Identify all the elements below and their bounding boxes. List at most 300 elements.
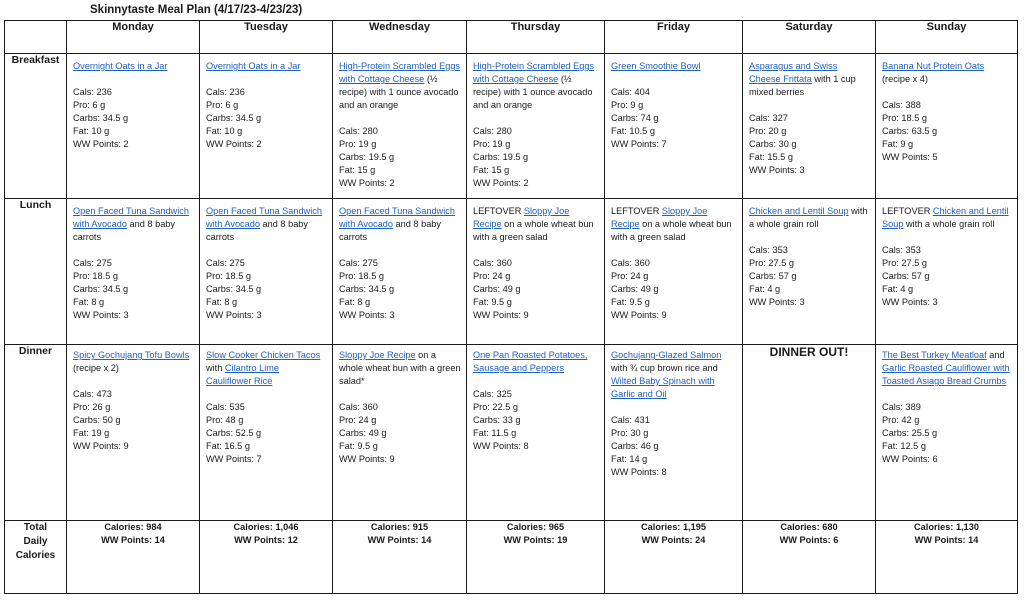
nutrition-cals <box>206 401 327 414</box>
nutrition-value: 34.5 g <box>235 113 262 123</box>
total-value: 6 <box>833 535 839 545</box>
dinner-cell-friday <box>605 345 743 521</box>
description-text: (½ recipe) with 1 ounce avocado and an orange <box>339 74 459 110</box>
nutrition-fat <box>882 283 1012 296</box>
lunch-cell-sunday <box>876 199 1018 345</box>
dinner-cell-sunday <box>876 345 1018 521</box>
nutrition-ww <box>339 177 461 190</box>
total-cell-saturday <box>743 521 876 594</box>
recipe-link[interactable]: Chicken and Lentil Soup <box>882 206 1009 229</box>
nutrition-label: Cals: <box>73 87 94 97</box>
nutrition-value: 3 <box>123 310 129 320</box>
total-value: 984 <box>146 522 162 532</box>
nutrition-label: Carbs: <box>473 284 501 294</box>
nutrition-fat <box>611 125 737 138</box>
nutrition-ww <box>611 309 737 322</box>
meal-description <box>882 205 1012 231</box>
nutrition-ww <box>73 440 194 453</box>
nutrition-label: WW Points: <box>882 152 930 162</box>
nutrition-label: Fat: <box>206 297 222 307</box>
nutrition-ww <box>611 466 737 479</box>
nutrition-info <box>749 112 870 177</box>
nutrition-label: WW Points: <box>339 178 387 188</box>
lunch-cell-friday <box>605 199 743 345</box>
total-label-line: Total <box>23 522 48 533</box>
nutrition-label: WW Points: <box>339 310 387 320</box>
nutrition-value: 327 <box>772 113 788 123</box>
nutrition-info <box>473 257 599 322</box>
breakfast-cell-thursday <box>467 54 605 199</box>
meal-description <box>611 60 737 73</box>
recipe-link[interactable]: The Best Turkey Meatloaf <box>882 350 987 360</box>
nutrition-label: Cals: <box>339 126 360 136</box>
nutrition-pro <box>882 112 1012 125</box>
nutrition-value: 388 <box>905 100 921 110</box>
nutrition-value: 11.5 g <box>491 428 517 438</box>
lunch-cell-tuesday <box>200 199 333 345</box>
nutrition-value: 5 <box>932 152 938 162</box>
nutrition-pro <box>339 414 461 427</box>
nutrition-label: Pro: <box>749 258 766 268</box>
nutrition-value: 360 <box>362 402 378 412</box>
total-value: 14 <box>968 535 979 545</box>
description-text: (recipe x 2) <box>73 363 119 373</box>
total-cell-wednesday <box>333 521 467 594</box>
nutrition-carbs <box>339 151 461 164</box>
total-label: WW Points: <box>641 535 693 545</box>
nutrition-label: Pro: <box>73 402 90 412</box>
description-text: with <box>206 363 225 373</box>
recipe-link[interactable]: Open Faced Tuna Sandwich with Avocado <box>339 206 455 229</box>
nutrition-cals <box>73 388 194 401</box>
nutrition-value: 49 g <box>640 284 659 294</box>
nutrition-info <box>206 401 327 466</box>
nutrition-info <box>339 401 461 466</box>
nutrition-value: 18.5 g <box>225 271 251 281</box>
nutrition-value: 10 g <box>224 126 243 136</box>
nutrition-label: Carbs: <box>749 139 777 149</box>
recipe-link[interactable]: Wilted Baby Spinach with Garlic and Oil <box>611 376 715 399</box>
nutrition-value: 9 g <box>900 139 914 149</box>
nutrition-pro <box>73 270 194 283</box>
nutrition-fat <box>339 440 461 453</box>
nutrition-value: 34.5 g <box>102 284 129 294</box>
total-ww <box>876 534 1017 547</box>
nutrition-label: WW Points: <box>73 441 121 451</box>
nutrition-info <box>882 244 1012 309</box>
nutrition-label: Carbs: <box>206 284 234 294</box>
nutrition-label: Pro: <box>882 258 899 268</box>
nutrition-carbs <box>73 414 194 427</box>
nutrition-value: 9 <box>661 310 667 320</box>
nutrition-label: Pro: <box>206 100 223 110</box>
nutrition-cals <box>749 244 870 257</box>
nutrition-value: 431 <box>634 415 650 425</box>
nutrition-label: Pro: <box>882 415 899 425</box>
nutrition-value: 50 g <box>102 415 121 425</box>
nutrition-value: 74 g <box>640 113 659 123</box>
total-value: 965 <box>548 522 565 532</box>
description-text: with 1 cup mixed berries <box>749 74 856 97</box>
nutrition-label: Carbs: <box>882 271 910 281</box>
totals-row <box>5 521 1018 594</box>
nutrition-value: 275 <box>96 258 112 268</box>
nutrition-label: Cals: <box>611 87 632 97</box>
recipe-link[interactable]: Gochujang-Glazed Salmon <box>611 350 722 360</box>
nutrition-pro <box>882 414 1012 427</box>
nutrition-pro <box>749 257 870 270</box>
nutrition-label: Carbs: <box>339 284 367 294</box>
nutrition-cals <box>473 125 599 138</box>
total-ww <box>200 534 332 547</box>
recipe-link[interactable]: Overnight Oats in a Jar <box>73 61 168 71</box>
nutrition-label: Fat: <box>882 441 898 451</box>
nutrition-ww <box>882 151 1012 164</box>
nutrition-value: 8 <box>661 467 667 477</box>
nutrition-info <box>206 86 327 151</box>
nutrition-value: 6 g <box>92 100 106 110</box>
breakfast-cell-wednesday <box>333 54 467 199</box>
nutrition-pro <box>611 99 737 112</box>
nutrition-carbs <box>473 283 599 296</box>
nutrition-value: 63.5 g <box>911 126 938 136</box>
breakfast-cell-monday <box>67 54 200 199</box>
nutrition-value: 30 g <box>630 428 649 438</box>
total-cell-thursday <box>467 521 605 594</box>
nutrition-label: WW Points: <box>473 310 521 320</box>
nutrition-value: 6 <box>932 454 938 464</box>
nutrition-pro <box>473 138 599 151</box>
nutrition-value: 19 g <box>91 428 110 438</box>
nutrition-value: 389 <box>905 402 921 412</box>
nutrition-label: WW Points: <box>206 139 254 149</box>
nutrition-label: Carbs: <box>749 271 777 281</box>
header-row <box>5 21 1018 54</box>
nutrition-label: Carbs: <box>473 152 501 162</box>
recipe-link[interactable]: Open Faced Tuna Sandwich with Avocado <box>206 206 322 229</box>
nutrition-ww <box>339 309 461 322</box>
nutrition-value: 12.5 g <box>900 441 926 451</box>
nutrition-label: Fat: <box>473 297 489 307</box>
nutrition-value: 48 g <box>225 415 244 425</box>
nutrition-info <box>611 86 737 151</box>
total-calories <box>67 521 199 534</box>
nutrition-carbs <box>206 112 327 125</box>
nutrition-value: 42 g <box>901 415 920 425</box>
nutrition-value: 20 g <box>768 126 787 136</box>
meal-description <box>206 205 327 244</box>
lunch-cell-saturday <box>743 199 876 345</box>
nutrition-value: 360 <box>496 258 512 268</box>
nutrition-carbs <box>206 427 327 440</box>
nutrition-carbs <box>749 138 870 151</box>
total-cell-sunday <box>876 521 1018 594</box>
day-header-thursday: Thursday <box>467 21 605 54</box>
lunch-row <box>5 199 1018 345</box>
nutrition-value: 18.5 g <box>92 271 118 281</box>
meal-description <box>611 349 737 401</box>
dinner-cell-thursday <box>467 345 605 521</box>
nutrition-label: WW Points: <box>73 310 121 320</box>
day-header-tuesday: Tuesday <box>200 21 333 54</box>
nutrition-info <box>73 86 194 151</box>
description-text: on a whole wheat bun with a green salad <box>611 219 732 242</box>
total-ww <box>743 534 875 547</box>
nutrition-label: Carbs: <box>206 428 234 438</box>
total-ww <box>467 534 604 547</box>
recipe-link[interactable]: Cilantro Lime Cauliflower Rice <box>206 363 280 386</box>
nutrition-fat <box>473 427 599 440</box>
total-label: Calories: <box>370 522 411 532</box>
nutrition-value: 34.5 g <box>235 284 262 294</box>
nutrition-cals <box>749 112 870 125</box>
nutrition-cals <box>206 257 327 270</box>
recipe-link[interactable]: Sloppy Joe Recipe <box>611 206 708 229</box>
day-header-monday: Monday <box>67 21 200 54</box>
nutrition-label: Pro: <box>473 402 490 412</box>
nutrition-label: Cals: <box>882 100 903 110</box>
nutrition-value: 3 <box>799 297 805 307</box>
nutrition-label: Cals: <box>206 87 227 97</box>
nutrition-label: Fat: <box>749 152 765 162</box>
nutrition-label: Fat: <box>339 165 355 175</box>
nutrition-carbs <box>73 283 194 296</box>
nutrition-label: Carbs: <box>73 284 101 294</box>
nutrition-cals <box>882 244 1012 257</box>
nutrition-label: Cals: <box>473 126 494 136</box>
recipe-link[interactable]: Open Faced Tuna Sandwich with Avocado <box>73 206 189 229</box>
nutrition-cals <box>473 388 599 401</box>
nutrition-ww <box>749 164 870 177</box>
nutrition-info <box>749 244 870 309</box>
total-label: WW Points: <box>914 535 966 545</box>
nutrition-fat <box>339 164 461 177</box>
description-text: and 8 baby carrots <box>73 219 176 242</box>
nutrition-value: 33 g <box>502 415 521 425</box>
nutrition-label: Fat: <box>339 441 355 451</box>
nutrition-label: WW Points: <box>473 441 521 451</box>
total-value: 1,130 <box>955 522 979 532</box>
total-label: Calories: <box>641 522 681 532</box>
nutrition-label: Pro: <box>611 271 628 281</box>
nutrition-pro <box>749 125 870 138</box>
meal-description <box>611 205 737 244</box>
row-label-breakfast: Breakfast <box>5 54 67 199</box>
nutrition-fat <box>73 427 194 440</box>
nutrition-fat <box>611 296 737 309</box>
nutrition-label: Fat: <box>206 126 222 136</box>
nutrition-value: 2 <box>523 178 529 188</box>
nutrition-pro <box>882 257 1012 270</box>
total-ww <box>333 534 466 547</box>
nutrition-ww <box>206 309 327 322</box>
nutrition-value: 9.5 g <box>357 441 378 451</box>
dinner-row <box>5 345 1018 521</box>
nutrition-carbs <box>882 125 1012 138</box>
nutrition-value: 8 g <box>91 297 105 307</box>
nutrition-label: Cals: <box>611 415 632 425</box>
total-calories <box>743 521 875 534</box>
recipe-link[interactable]: Sloppy Joe Recipe <box>473 206 570 229</box>
nutrition-cals <box>611 86 737 99</box>
description-text: (recipe x 4) <box>882 74 928 84</box>
recipe-link[interactable]: One Pan Roasted Potatoes, Sausage and Peppers <box>473 350 588 373</box>
nutrition-label: Cals: <box>473 258 494 268</box>
nutrition-pro <box>611 270 737 283</box>
recipe-link[interactable]: Chicken and Lentil Soup <box>749 206 849 216</box>
nutrition-fat <box>73 125 194 138</box>
total-label: Calories: <box>780 522 820 532</box>
nutrition-value: 236 <box>229 87 245 97</box>
nutrition-value: 8 <box>523 441 529 451</box>
nutrition-cals <box>339 257 461 270</box>
recipe-link[interactable]: Green Smoothie Bowl <box>611 61 701 71</box>
recipe-link[interactable]: Spicy Gochujang Tofu Bowls <box>73 350 190 360</box>
nutrition-value: 10.5 g <box>629 126 655 136</box>
total-label: WW Points: <box>367 535 419 545</box>
nutrition-pro <box>473 401 599 414</box>
recipe-link[interactable]: Banana Nut Protein Oats <box>882 61 985 71</box>
total-value: 19 <box>557 535 568 545</box>
nutrition-info <box>339 257 461 322</box>
nutrition-label: Fat: <box>611 126 627 136</box>
nutrition-fat <box>206 125 327 138</box>
nutrition-value: 34.5 g <box>102 113 129 123</box>
nutrition-label: Pro: <box>73 100 90 110</box>
recipe-link[interactable]: Slow Cooker Chicken Tacos <box>206 350 321 360</box>
nutrition-value: 473 <box>96 389 112 399</box>
nutrition-label: Pro: <box>339 271 356 281</box>
nutrition-value: 52.5 g <box>235 428 262 438</box>
nutrition-value: 10 g <box>91 126 110 136</box>
nutrition-carbs <box>473 151 599 164</box>
nutrition-value: 27.5 g <box>768 258 794 268</box>
recipe-link[interactable]: High-Protein Scrambled Eggs with Cottage Cheese <box>473 61 595 84</box>
nutrition-label: WW Points: <box>611 139 659 149</box>
nutrition-ww <box>473 440 599 453</box>
nutrition-value: 24 g <box>358 415 377 425</box>
recipe-link[interactable]: Garlic Roasted Cauliflower with Toasted Asiago Bread Crumbs <box>882 363 1010 386</box>
description-text: and <box>986 350 1005 360</box>
nutrition-label: Pro: <box>206 415 223 425</box>
total-cell-monday <box>67 521 200 594</box>
nutrition-label: Cals: <box>882 402 903 412</box>
recipe-link[interactable]: Sloppy Joe Recipe <box>339 350 416 360</box>
nutrition-label: Fat: <box>882 139 898 149</box>
nutrition-value: 24 g <box>492 271 511 281</box>
nutrition-label: Pro: <box>339 139 356 149</box>
nutrition-value: 360 <box>634 258 650 268</box>
nutrition-label: WW Points: <box>611 467 659 477</box>
page-title: Skinnytaste Meal Plan (4/17/23-4/23/23) <box>90 4 303 16</box>
nutrition-pro <box>73 401 194 414</box>
nutrition-value: 7 <box>256 454 262 464</box>
nutrition-value: 49 g <box>368 428 387 438</box>
nutrition-label: WW Points: <box>206 310 254 320</box>
nutrition-label: Carbs: <box>611 441 639 451</box>
recipe-link[interactable]: Overnight Oats in a Jar <box>206 61 301 71</box>
nutrition-info <box>206 257 327 322</box>
nutrition-label: Fat: <box>339 297 355 307</box>
meal-description <box>339 349 461 388</box>
row-label-dinner: Dinner <box>5 345 67 521</box>
nutrition-label: Carbs: <box>339 152 367 162</box>
nutrition-value: 9.5 g <box>629 297 650 307</box>
nutrition-carbs <box>611 112 737 125</box>
nutrition-label: Cals: <box>73 258 94 268</box>
meal-description <box>73 60 194 73</box>
nutrition-fat <box>339 296 461 309</box>
nutrition-cals <box>73 86 194 99</box>
nutrition-label: Cals: <box>749 113 770 123</box>
nutrition-value: 15 g <box>357 165 376 175</box>
total-label: Calories: <box>914 522 954 532</box>
nutrition-ww <box>749 296 870 309</box>
description-text: with a whole grain roll <box>749 206 868 229</box>
nutrition-label: Cals: <box>206 258 227 268</box>
meal-description <box>473 349 599 375</box>
nutrition-value: 49 g <box>502 284 521 294</box>
total-value: 680 <box>822 522 838 532</box>
total-label: Calories: <box>506 522 547 532</box>
nutrition-label: WW Points: <box>339 454 387 464</box>
nutrition-cals <box>882 401 1012 414</box>
meal-description <box>206 60 327 73</box>
nutrition-fat <box>206 440 327 453</box>
nutrition-carbs <box>206 283 327 296</box>
nutrition-ww <box>473 177 599 190</box>
nutrition-carbs <box>882 427 1012 440</box>
nutrition-value: 2 <box>256 139 262 149</box>
nutrition-info <box>611 257 737 322</box>
nutrition-value: 325 <box>496 389 512 399</box>
nutrition-fat <box>611 453 737 466</box>
nutrition-label: Fat: <box>473 428 489 438</box>
nutrition-value: 30 g <box>778 139 797 149</box>
nutrition-value: 25.5 g <box>911 428 938 438</box>
nutrition-info <box>882 99 1012 164</box>
nutrition-fat <box>206 296 327 309</box>
nutrition-label: Cals: <box>611 258 632 268</box>
recipe-link[interactable]: High-Protein Scrambled Eggs with Cottage Cheese <box>339 61 461 84</box>
nutrition-label: Pro: <box>611 428 628 438</box>
meal-description <box>473 60 599 112</box>
nutrition-label: WW Points: <box>882 454 930 464</box>
nutrition-label: Pro: <box>611 100 628 110</box>
nutrition-label: Fat: <box>73 297 89 307</box>
nutrition-value: 18.5 g <box>358 271 384 281</box>
nutrition-value: 9 <box>523 310 529 320</box>
nutrition-value: 2 <box>123 139 129 149</box>
nutrition-label: Carbs: <box>339 428 367 438</box>
nutrition-value: 9 g <box>630 100 644 110</box>
total-label: WW Points: <box>779 535 831 545</box>
nutrition-label: Fat: <box>611 454 627 464</box>
nutrition-info <box>882 401 1012 466</box>
nutrition-ww <box>73 138 194 151</box>
nutrition-value: 16.5 g <box>224 441 250 451</box>
nutrition-label: Pro: <box>882 113 899 123</box>
nutrition-cals <box>339 125 461 138</box>
nutrition-value: 6 g <box>225 100 239 110</box>
description-text: with ¾ cup brown rice and <box>611 363 718 373</box>
total-calories <box>467 521 604 534</box>
nutrition-ww <box>206 453 327 466</box>
meal-description <box>882 60 1012 86</box>
total-value: 1,195 <box>682 522 706 532</box>
nutrition-value: 57 g <box>778 271 797 281</box>
recipe-link[interactable]: Asparagus and Swiss Cheese Frittata <box>749 61 838 84</box>
